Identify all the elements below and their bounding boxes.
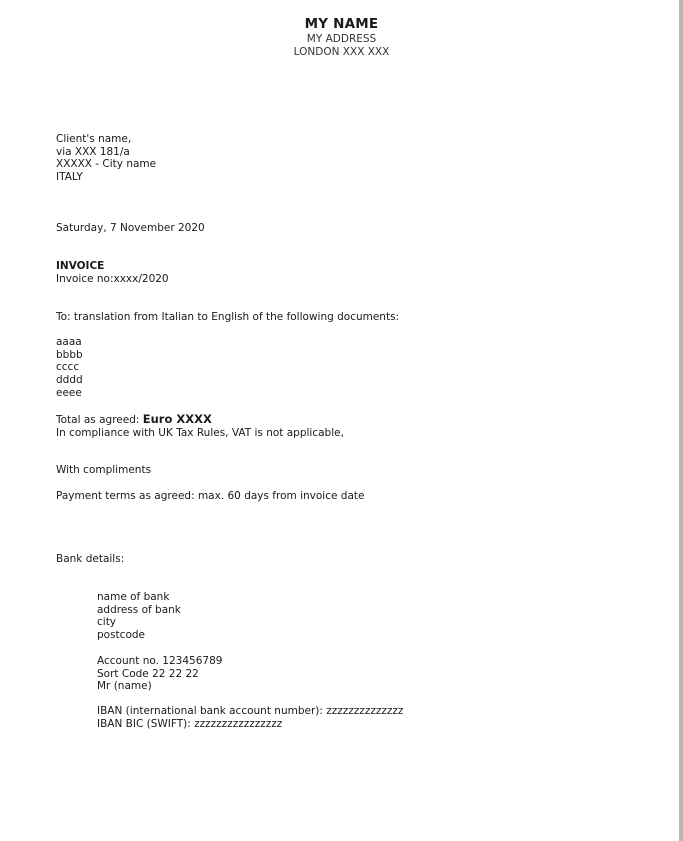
- client-address: [56, 133, 156, 184]
- bank-street: address of bank: [97, 603, 181, 616]
- client-country: ITALY: [56, 171, 83, 184]
- list-item: aaaa: [56, 336, 82, 348]
- sort-code: Sort Code 22 22 22: [97, 667, 199, 680]
- iban-details: [97, 705, 403, 730]
- sender-address: MY ADDRESS: [306, 33, 377, 45]
- closing-text: With compliments: [56, 464, 152, 476]
- list-item: eeee: [56, 386, 82, 399]
- sender-name: MY NAME: [304, 16, 379, 32]
- total-line: [56, 413, 344, 427]
- bank-heading: Bank details:: [56, 553, 125, 565]
- client-name: Client's name,: [56, 133, 132, 145]
- bic: IBAN BIC (SWIFT): zzzzzzzzzzzzzzzz: [97, 717, 283, 730]
- total-label: Total as agreed:: [56, 414, 143, 426]
- account-number: Account no. 123456789: [97, 655, 223, 667]
- bank-address: [97, 591, 181, 642]
- page-edge: [679, 0, 683, 841]
- list-item: dddd: [56, 374, 83, 387]
- payment-terms: Payment terms as agreed: max. 60 days from invoice date: [56, 490, 365, 502]
- document-list: [56, 336, 83, 400]
- total-amount: Euro XXXX: [142, 412, 212, 426]
- invoice-subject: To: translation from Italian to English of the following documents:: [56, 311, 400, 323]
- account-details: [97, 655, 222, 693]
- sender-header: [0, 16, 683, 59]
- iban: IBAN (international bank account number): zzzzzzzzzzzzzz: [97, 705, 404, 717]
- vat-note: In compliance with UK Tax Rules, VAT is not applicable,: [56, 426, 344, 439]
- invoice-number: Invoice no:xxxx/2020: [56, 272, 169, 285]
- account-holder: Mr (name): [97, 680, 152, 693]
- bank-postcode: postcode: [97, 629, 145, 642]
- list-item: cccc: [56, 361, 80, 374]
- invoice-date: Saturday, 7 November 2020: [56, 222, 205, 234]
- total-block: [56, 413, 344, 439]
- sender-city: LONDON XXX XXX: [293, 46, 390, 58]
- invoice-heading: INVOICE: [56, 260, 105, 272]
- bank-city: city: [97, 616, 117, 629]
- bank-name: name of bank: [97, 591, 170, 603]
- list-item: bbbb: [56, 348, 83, 361]
- client-street: via XXX 181/a: [56, 145, 130, 158]
- invoice-block: [56, 260, 169, 285]
- client-city: XXXXX - City name: [56, 158, 157, 171]
